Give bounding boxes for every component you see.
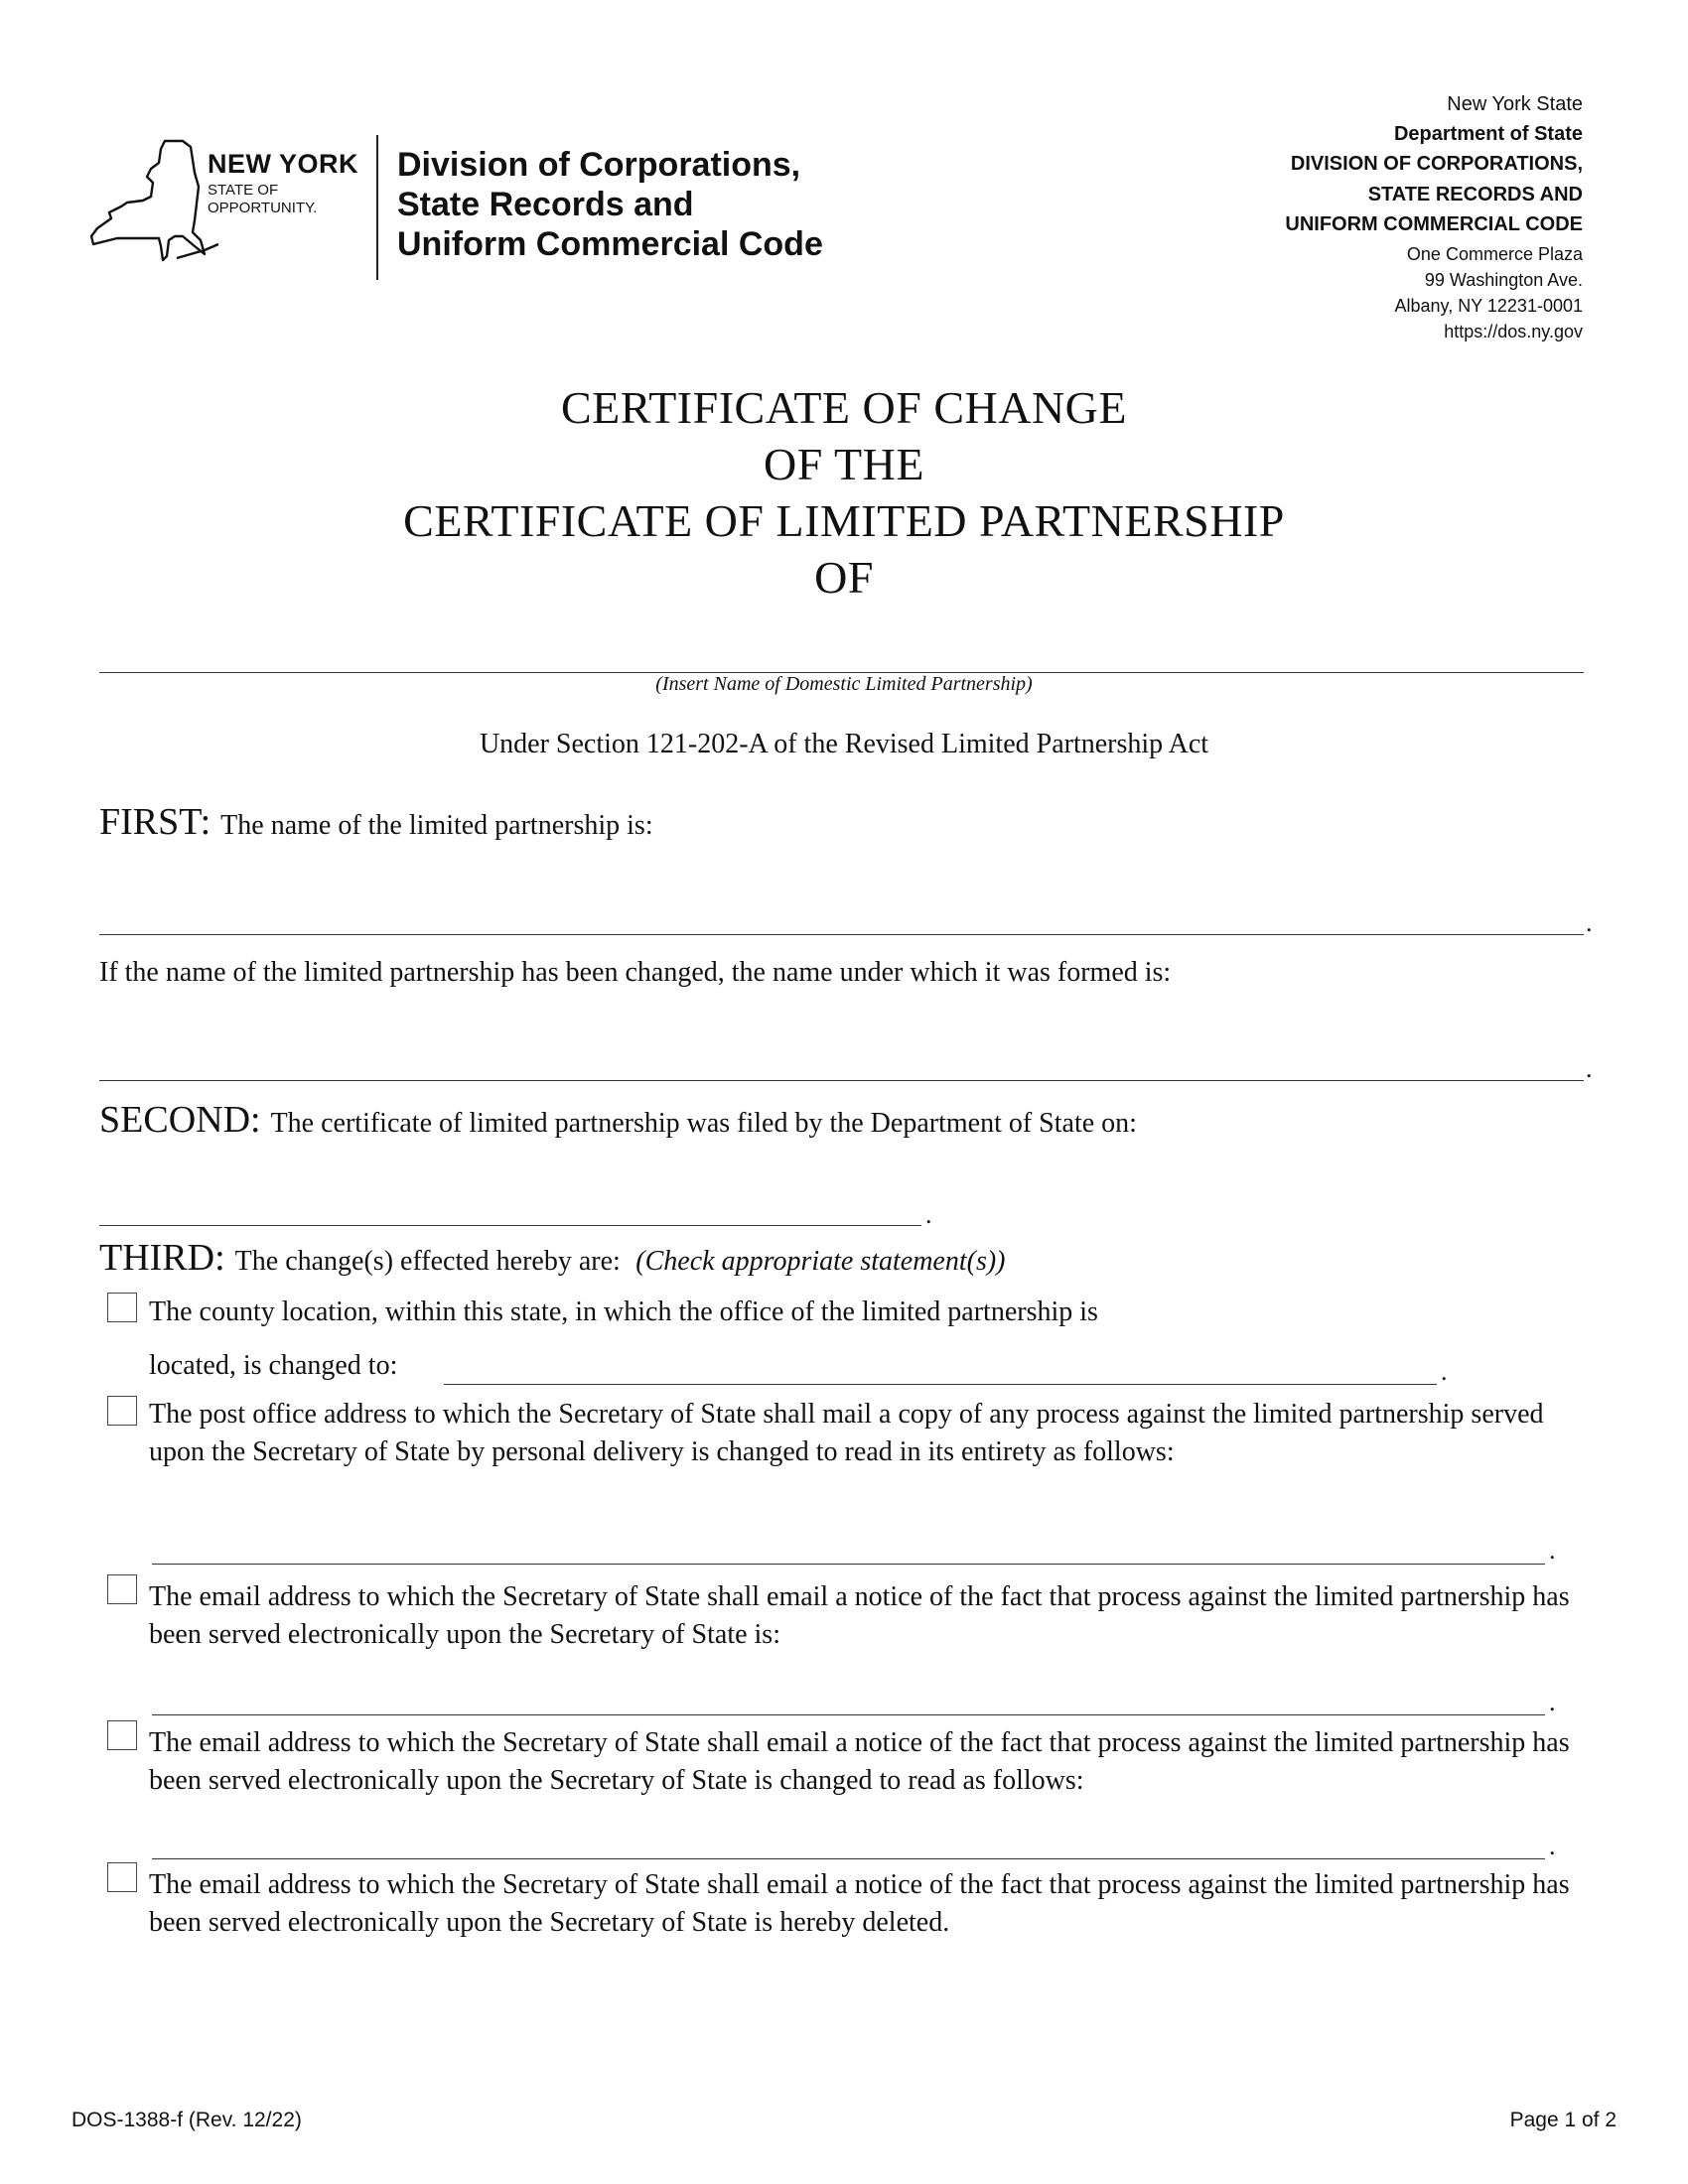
line-period: . <box>1549 1536 1556 1565</box>
address-line: New York State <box>1447 93 1583 115</box>
form-id: DOS-1388-f (Rev. 12/22) <box>71 2109 302 2131</box>
limited-partnership-name-field[interactable] <box>99 934 1584 935</box>
email-address-field[interactable] <box>152 1714 1545 1715</box>
post-office-address-checkbox[interactable] <box>107 1396 137 1426</box>
county-change-text-1: The county location, within this state, in which the office of the limited partnership is <box>149 1297 1098 1327</box>
logo-tagline-1: STATE OF <box>208 182 279 199</box>
county-change-checkbox[interactable] <box>107 1293 137 1322</box>
form-title-line-2: OF THE <box>764 439 924 489</box>
address-line: One Commerce Plaza <box>1406 244 1583 264</box>
line-period: . <box>1586 908 1593 937</box>
logo-divider <box>376 135 378 280</box>
partnership-name-caption: (Insert Name of Domestic Limited Partnership) <box>655 673 1033 695</box>
line-period: . <box>1549 1832 1556 1860</box>
email-change-checkbox[interactable] <box>107 1720 137 1750</box>
formed-name-prompt: If the name of the limited partnership has been changed, the name under which it was formed is: <box>99 957 1172 988</box>
form-title-line-3: CERTIFICATE OF LIMITED PARTNERSHIP <box>403 495 1285 546</box>
address-line: 99 Washington Ave. <box>1424 270 1583 290</box>
logo-division-line-2: State Records and <box>397 186 694 223</box>
line-period: . <box>1586 1054 1593 1083</box>
address-line: Albany, NY 12231-0001 <box>1394 296 1583 316</box>
form-title-line-1: CERTIFICATE OF CHANGE <box>561 382 1127 433</box>
logo-division-line-1: Division of Corporations, <box>397 146 801 184</box>
first-section-heading <box>99 800 653 844</box>
third-label: THIRD: <box>99 1237 225 1279</box>
address-line: Department of State <box>1393 123 1583 145</box>
form-title-line-4: OF <box>814 552 874 603</box>
first-label: FIRST: <box>99 801 211 843</box>
second-text: The certificate of limited partnership was filed by the Department of State on: <box>270 1108 1137 1139</box>
line-period: . <box>1549 1688 1556 1716</box>
statute-reference: Under Section 121-202-A of the Revised Limited Partnership Act <box>479 729 1209 759</box>
post-office-address-field[interactable] <box>152 1564 1545 1565</box>
email-change-field[interactable] <box>152 1858 1545 1859</box>
logo-state-name: NEW YORK <box>208 149 359 179</box>
email-delete-checkbox[interactable] <box>107 1862 137 1892</box>
filing-date-field[interactable] <box>99 1225 921 1226</box>
email-address-checkbox[interactable] <box>107 1574 137 1604</box>
address-line: https://dos.ny.gov <box>1444 322 1583 341</box>
second-label: SECOND: <box>99 1099 261 1141</box>
third-text: The change(s) effected hereby are: <box>234 1246 621 1277</box>
formed-name-field[interactable] <box>99 1080 1584 1081</box>
email-delete-text: The email address to which the Secretary of State shall email a notice of the fact that process against the limited partnership has been served electronically upon the Secretary of State is hereby deleted. <box>149 1869 1570 1938</box>
logo-division-line-3: Uniform Commercial Code <box>397 225 823 263</box>
address-line: STATE RECORDS AND <box>1367 184 1583 205</box>
address-line: DIVISION OF CORPORATIONS, <box>1290 153 1583 175</box>
email-address-text: The email address to which the Secretary of State shall email a notice of the fact that process against the limited partnership has been served electronically upon the Secretary of State is: <box>149 1581 1570 1650</box>
address-line: UNIFORM COMMERCIAL CODE <box>1285 213 1583 235</box>
third-section-heading <box>99 1236 1006 1280</box>
page-number: Page 1 of 2 <box>1509 2109 1617 2131</box>
third-instruction: (Check appropriate statement(s)) <box>635 1246 1006 1277</box>
second-section-heading <box>99 1098 1137 1142</box>
county-change-text-2: located, is changed to: <box>149 1350 398 1381</box>
email-change-text: The email address to which the Secretary of State shall email a notice of the fact that process against the limited partnership has been served electronically upon the Secretary of State is changed to read as follows: <box>149 1727 1570 1796</box>
line-period: . <box>1441 1357 1448 1386</box>
post-office-address-text: The post office address to which the Secretary of State shall mail a copy of any process against the limited partnership served upon the Secretary of State by personal delivery is changed to read in its entirety as follows: <box>149 1399 1544 1467</box>
logo-tagline-2: OPPORTUNITY. <box>208 200 318 216</box>
first-text: The name of the limited partnership is: <box>220 810 653 841</box>
county-field[interactable] <box>444 1384 1437 1385</box>
line-period: . <box>925 1200 932 1229</box>
